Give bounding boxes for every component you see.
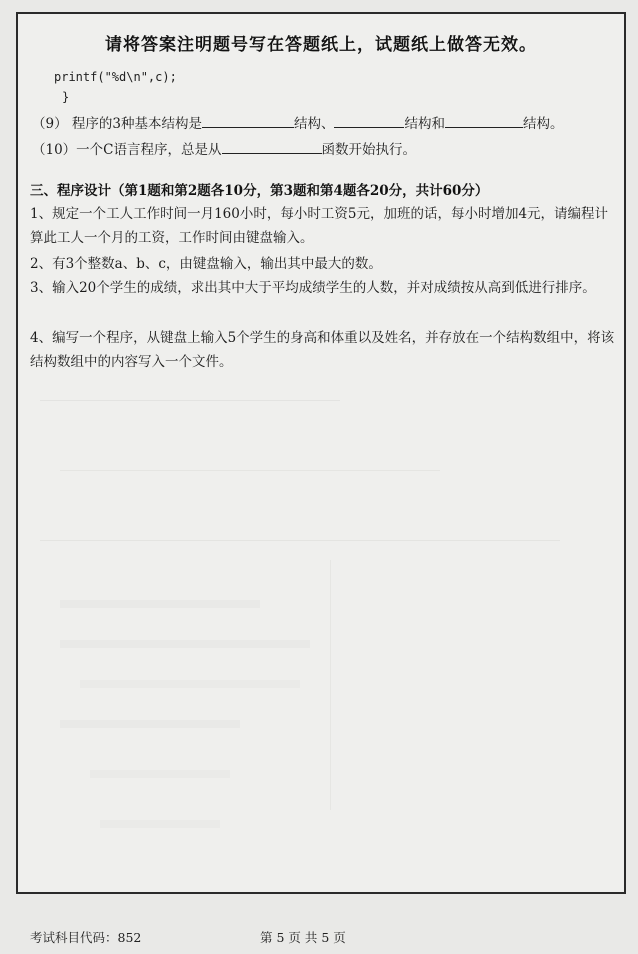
section-3-title: 三、程序设计（第1题和第2题各10分，第3题和第4题各20分，共计60分） [30,183,489,199]
question-9-mid1: 结构、 [293,116,335,132]
answer-blank [334,113,404,128]
question-9-prefix: （9） 程序的3种基本结构是 [32,116,202,132]
answer-instruction-notice: 请将答案注明题号写在答题纸上，试题纸上做答无效。 [105,35,537,55]
question-9-mid2: 结构和 [404,116,445,132]
question-10-prefix: （10）一个C语言程序，总是从 [32,142,222,158]
code-line-closing-brace: } [62,90,70,104]
question-9-suffix: 结构。 [522,116,564,132]
problem-2: 2、有3个整数a、b、c，由键盘输入，输出其中最大的数。 [30,256,382,272]
page-number: 第 5 页 共 5 页 [260,930,346,945]
subject-code-value: 852 [117,930,142,945]
subject-code [30,928,141,946]
answer-blank [222,139,322,154]
answer-blank [445,113,523,128]
question-9 [32,112,563,132]
code-line-printf: printf("%d\n",c); [54,70,177,84]
question-10 [32,138,416,158]
answer-blank [202,113,294,128]
exam-page-frame [16,12,626,894]
subject-code-label: 考试科目代码： [30,930,118,945]
problem-4: 4、编写一个程序，从键盘上输入5个学生的身高和体重以及姓名，并存放在一个结构数组中，将该结构数组中的内容写入一个文件。 [30,330,615,370]
question-10-suffix: 函数开始执行。 [321,142,417,158]
problem-1: 1、规定一个工人工作时间一月160小时，每小时工资5元，加班的话，每小时增加4元，请编程计算此工人一个月的工资，工作时间由键盘输入。 [30,206,609,246]
problem-3: 3、输入20个学生的成绩，求出其中大于平均成绩学生的人数，并对成绩按从高到低进行排序。 [30,280,596,296]
